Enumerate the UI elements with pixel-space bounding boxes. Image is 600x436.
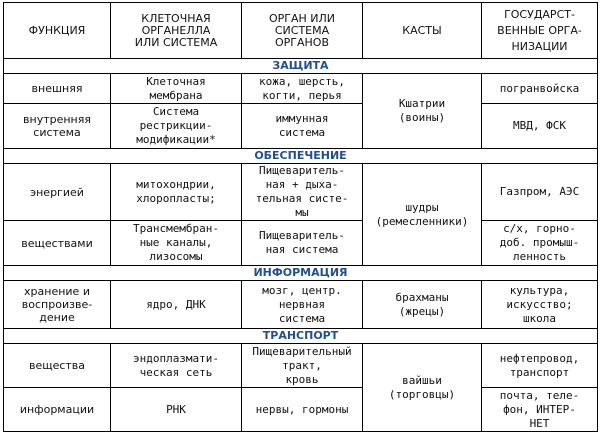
row-gov: нефтепровод, транспорт: [482, 344, 598, 388]
table-row: [4, 344, 598, 388]
section-title-transport: ТРАНСПОРТ: [4, 329, 598, 344]
row-organelle: митохондрии, хлоропласты;: [111, 164, 242, 221]
header-gov: ГОСУДАРСТ- ВЕННЫЕ ОРГА- НИЗАЦИИ: [482, 3, 598, 59]
caste-cell-information: брахманы (жрецы): [363, 281, 482, 329]
header-function: ФУНКЦИЯ: [4, 3, 111, 59]
row-gov: погранвойска: [482, 74, 598, 104]
table-row: [4, 164, 598, 221]
row-organ: Пищеварительный тракт, кровь: [242, 344, 363, 388]
row-organelle: Клеточная мембрана: [111, 74, 242, 104]
row-organelle: РНК: [111, 388, 242, 432]
section-title-information: ИНФОРМАЦИЯ: [4, 266, 598, 281]
table-row: [4, 388, 598, 432]
row-organelle: Трансмембран- ные каналы, лизосомы: [111, 221, 242, 266]
section-supply: [4, 149, 598, 164]
table-row: [4, 281, 598, 329]
row-function: веществами: [4, 221, 111, 266]
row-gov: Газпром, АЭС: [482, 164, 598, 221]
row-function: информации: [4, 388, 111, 432]
row-function: вещества: [4, 344, 111, 388]
section-protection: [4, 59, 598, 74]
caste-cell-transport: вайшьи (торговцы): [363, 344, 482, 432]
section-transport: [4, 329, 598, 344]
header-organelle: КЛЕТОЧНАЯ ОРГАНЕЛЛА ИЛИ СИСТЕМА: [111, 3, 242, 59]
header-organ: ОРГАН ИЛИ СИСТЕМА ОРГАНОВ: [242, 3, 363, 59]
row-function: энергией: [4, 164, 111, 221]
section-title-supply: ОБЕСПЕЧЕНИЕ: [4, 149, 598, 164]
row-gov: почта, теле- фон, ИНТЕР- НЕТ: [482, 388, 598, 432]
row-organelle: ядро, ДНК: [111, 281, 242, 329]
table-row: [4, 221, 598, 266]
table-row: [4, 74, 598, 104]
row-organ: кожа, шерсть, когти, перья: [242, 74, 363, 104]
row-organ: иммунная система: [242, 104, 363, 149]
row-gov: культура, искусство; школа: [482, 281, 598, 329]
row-function: хранение и воспроизве- дение: [4, 281, 111, 329]
section-information: [4, 266, 598, 281]
comparison-table: [3, 2, 598, 432]
table-row: [4, 104, 598, 149]
row-organ: Пищеваритель- ная система: [242, 221, 363, 266]
row-gov: МВД, ФСК: [482, 104, 598, 149]
row-organ: Пищеваритель- ная + дыха- тельная систе- мы: [242, 164, 363, 221]
row-organelle: эндоплазмати- ческая сеть: [111, 344, 242, 388]
header-caste: КАСТЫ: [363, 3, 482, 59]
row-function: внешняя: [4, 74, 111, 104]
section-title-protection: ЗАЩИТА: [4, 59, 598, 74]
caste-cell-supply: шудры (ремесленники): [363, 164, 482, 266]
row-gov: с/х, горно- доб. промыш- ленность: [482, 221, 598, 266]
row-organelle: Система рестрикции- модификации*: [111, 104, 242, 149]
caste-cell-protection: Кшатрии (воины): [363, 74, 482, 149]
row-organ: нервы, гормоны: [242, 388, 363, 432]
row-organ: мозг, центр. нервная система: [242, 281, 363, 329]
row-function: внутренняя система: [4, 104, 111, 149]
header-row: [4, 3, 598, 59]
